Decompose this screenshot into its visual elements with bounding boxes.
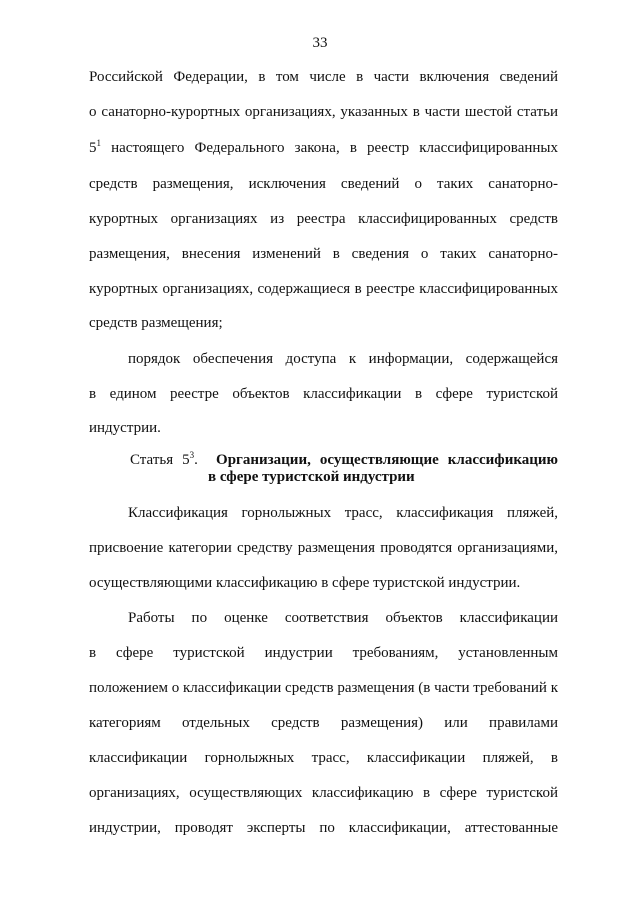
paragraph-2-line-1: порядок обеспечения доступа к информации, содержащейся — [128, 351, 558, 367]
article-heading — [130, 452, 558, 486]
section-superscript: 1 — [96, 138, 101, 148]
paragraph-4-line-5: классификации горнолыжных трасс, классификации пляжей, в — [89, 750, 558, 766]
paragraph-2-line-3: индустрии. — [89, 420, 161, 436]
paragraph-1-line-5: курортных организациях из реестра классифицированных средств — [89, 211, 558, 227]
paragraph-1-line-6: размещения, внесения изменений в сведения о таких санаторно- — [89, 246, 558, 262]
section-number: 5 — [89, 140, 97, 156]
paragraph-1-line-3 — [89, 138, 558, 158]
paragraph-4-line-2: в сфере туристской индустрии требованиям, установленным — [89, 645, 558, 661]
paragraph-1-line-8: средств размещения; — [89, 315, 223, 331]
paragraph-2-line-2: в едином реестре объектов классификации в сфере туристской — [89, 386, 558, 402]
paragraph-3-line-1: Классификация горнолыжных трасс, классификация пляжей, — [128, 505, 558, 521]
paragraph-1-line-4: средств размещения, исключения сведений о таких санаторно- — [89, 176, 558, 192]
paragraph-1-line-1: Российской Федерации, в том числе в части включения сведений — [89, 69, 558, 85]
paragraph-4-line-6: организациях, осуществляющих классификацию в сфере туристской — [89, 785, 558, 801]
article-title-line-1: Организации, осуществляющие классификацию — [216, 452, 558, 468]
page-number: 33 — [312, 35, 328, 51]
article-label-text: Статья 5 — [130, 452, 190, 468]
article-label-dot: . — [194, 452, 198, 468]
paragraph-3-line-2: присвоение категории средству размещения проводятся организациями, — [89, 540, 558, 556]
paragraph-4-line-4: категориям отдельных средств размещения) или правилами — [89, 715, 558, 731]
article-label-superscript: 3 — [189, 450, 195, 460]
article-title-line-2: в сфере туристской индустрии — [208, 469, 415, 485]
paragraph-1-line-3-text: настоящего Федерального закона, в реестр классифицированных — [101, 140, 558, 156]
paragraph-3-line-3: осуществляющими классификацию в сфере туристской индустрии. — [89, 575, 521, 591]
paragraph-4-line-1: Работы по оценке соответствия объектов классификации — [128, 610, 558, 626]
article-heading-row-1 — [130, 452, 558, 469]
paragraph-4-line-7: индустрии, проводят эксперты по классификации, аттестованные — [89, 820, 558, 836]
paragraph-1-line-7: курортных организациях, содержащиеся в реестре классифицированных — [89, 281, 558, 297]
article-label — [130, 452, 198, 468]
paragraph-1-line-2: о санаторно-курортных организациях, указанных в части шестой статьи — [89, 104, 558, 120]
paragraph-4-line-3: положением о классификации средств размещения (в части требований к — [89, 680, 558, 696]
